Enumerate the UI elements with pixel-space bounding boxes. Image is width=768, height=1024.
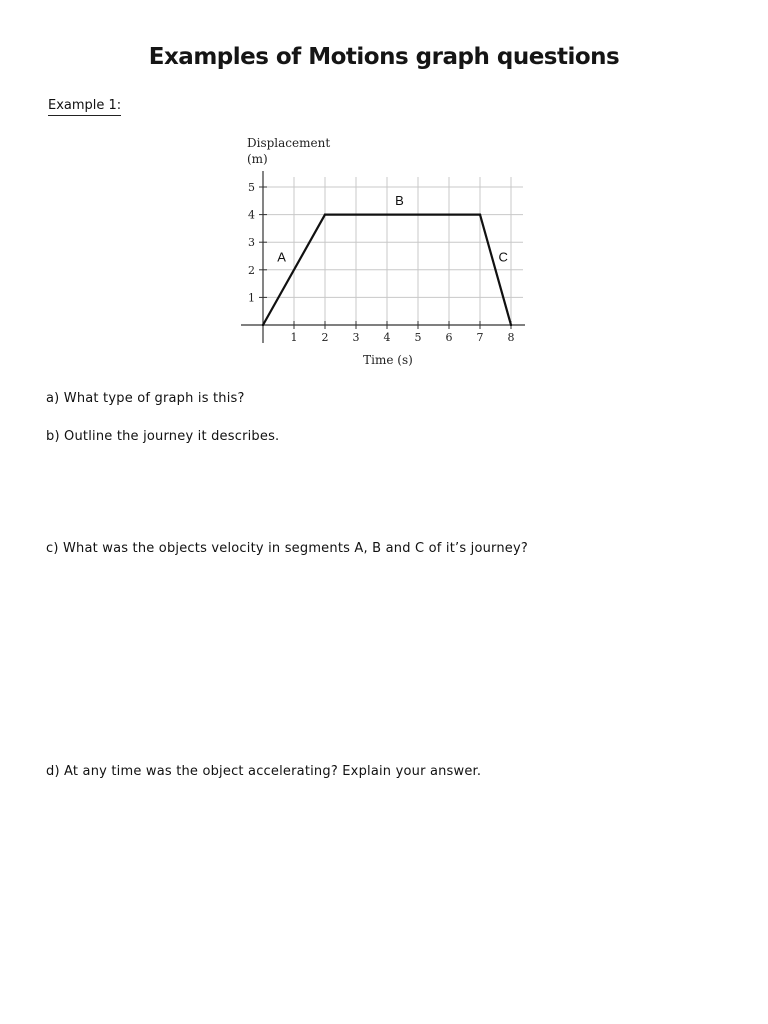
example-label: Example 1:: [48, 98, 121, 116]
data-point: [324, 213, 326, 215]
chart-labels: [247, 136, 508, 367]
page-title: Examples of Motions graph questions: [148, 44, 620, 70]
chart-ticks: [248, 181, 515, 344]
data-point: [510, 324, 512, 326]
segment-label-c: C: [498, 249, 508, 265]
x-tick-label: 2: [321, 331, 329, 344]
x-tick-label: 3: [352, 331, 360, 344]
x-tick-label: 7: [476, 331, 484, 344]
x-tick-label: 5: [414, 331, 422, 344]
data-point: [262, 324, 264, 326]
y-tick-label: 2: [248, 263, 255, 277]
question-d: d) At any time was the object accelerating? Explain your answer.: [46, 764, 482, 779]
displacement-time-chart: [0, 0, 768, 400]
y-tick-label: 1: [248, 291, 255, 305]
x-tick-label: 1: [290, 331, 298, 344]
chart-grid: [263, 177, 523, 325]
question-b: b) Outline the journey it describes.: [46, 429, 280, 444]
question-a: a) What type of graph is this?: [46, 391, 245, 406]
x-tick-label: 4: [383, 331, 391, 344]
x-tick-label: 8: [507, 331, 515, 344]
segment-label-b: B: [395, 192, 404, 208]
question-c: c) What was the objects velocity in segments A, B and C of it’s journey?: [46, 541, 528, 556]
y-axis-label-line2: (m): [247, 152, 268, 166]
y-tick-label: 4: [248, 208, 255, 222]
data-point: [479, 213, 481, 215]
x-axis-label: Time (s): [363, 353, 413, 367]
y-tick-label: 3: [248, 236, 255, 250]
y-tick-label: 5: [248, 181, 255, 194]
y-axis-label-line1: Displacement: [247, 136, 331, 150]
x-tick-label: 6: [445, 331, 453, 344]
segment-label-a: A: [277, 249, 286, 265]
